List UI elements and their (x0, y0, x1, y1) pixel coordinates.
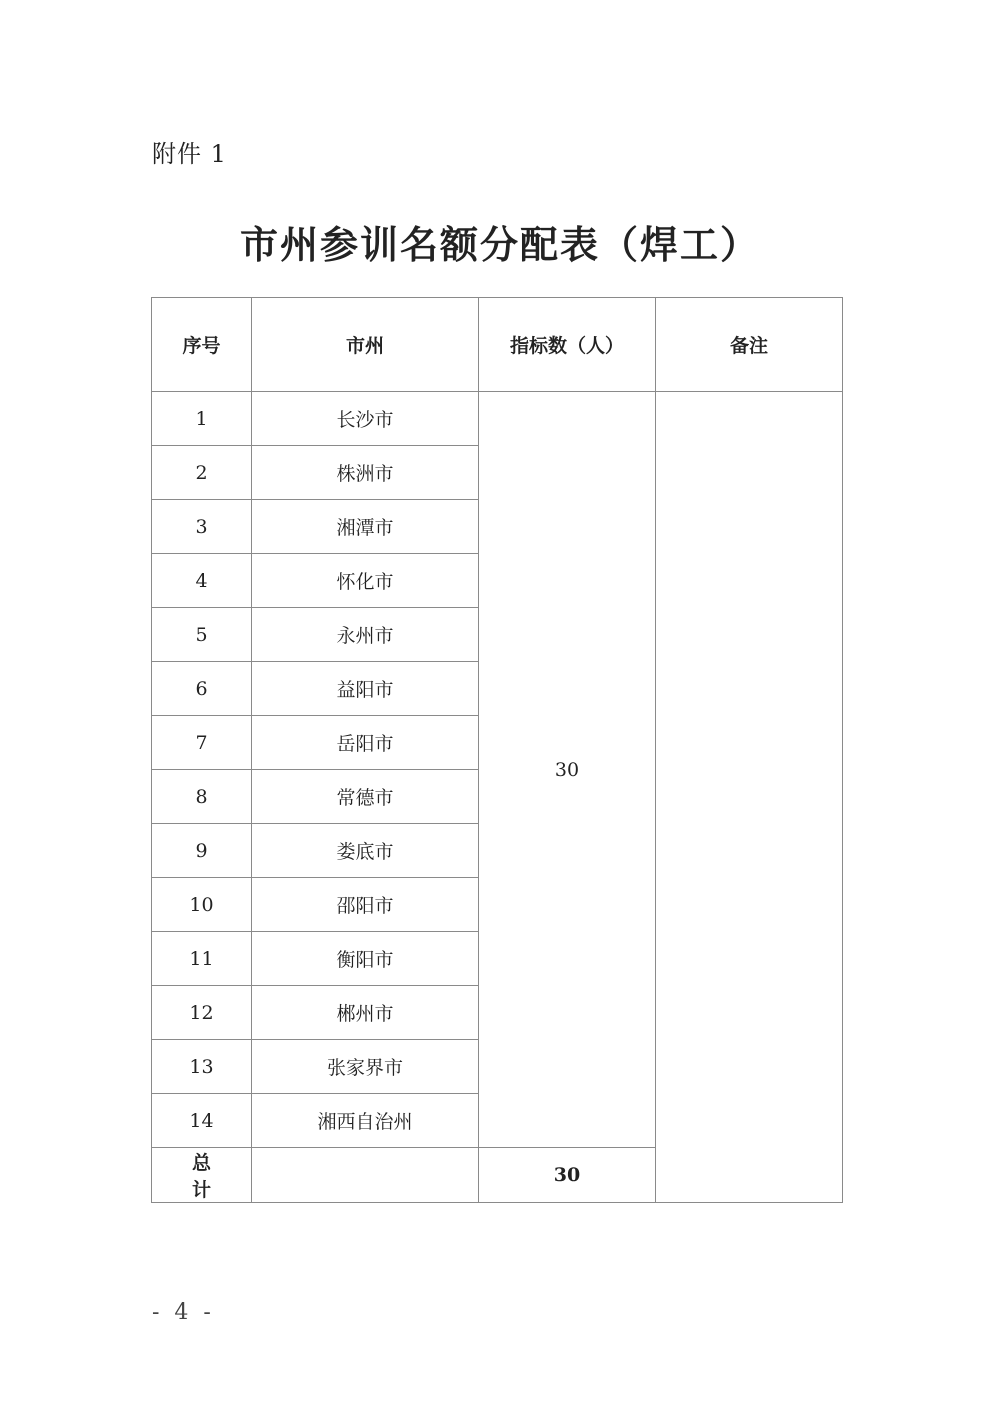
header-seq: 序号 (152, 298, 252, 392)
cell-seq: 2 (152, 446, 252, 500)
cell-seq: 3 (152, 500, 252, 554)
cell-city: 娄底市 (252, 824, 479, 878)
cell-seq: 6 (152, 662, 252, 716)
cell-seq: 13 (152, 1040, 252, 1094)
cell-city: 郴州市 (252, 986, 479, 1040)
cell-city: 衡阳市 (252, 932, 479, 986)
cell-seq: 14 (152, 1094, 252, 1148)
cell-city: 湘潭市 (252, 500, 479, 554)
cell-city: 益阳市 (252, 662, 479, 716)
document-title: 市州参训名额分配表（焊工） (239, 222, 760, 267)
header-quota: 指标数（人） (479, 298, 656, 392)
total-value: 30 (479, 1148, 656, 1203)
cell-city: 张家界市 (252, 1040, 479, 1094)
header-city: 市州 (252, 298, 479, 392)
cell-city: 岳阳市 (252, 716, 479, 770)
cell-seq: 11 (152, 932, 252, 986)
cell-shared-quota: 30 (479, 392, 656, 1148)
table-row (152, 392, 843, 446)
attachment-label: 附件 1 (152, 140, 227, 168)
cell-seq: 4 (152, 554, 252, 608)
cell-seq: 5 (152, 608, 252, 662)
cell-city: 湘西自治州 (252, 1094, 479, 1148)
cell-remark (656, 392, 843, 1203)
total-city-empty (252, 1148, 479, 1203)
header-remark: 备注 (656, 298, 843, 392)
page-number: - 4 - (152, 1300, 215, 1325)
cell-seq: 12 (152, 986, 252, 1040)
cell-seq: 8 (152, 770, 252, 824)
cell-city: 株洲市 (252, 446, 479, 500)
total-label: 总计 (152, 1148, 252, 1203)
cell-seq: 7 (152, 716, 252, 770)
cell-city: 长沙市 (252, 392, 479, 446)
table-header-row (152, 298, 843, 392)
cell-seq: 1 (152, 392, 252, 446)
cell-seq: 9 (152, 824, 252, 878)
cell-city: 永州市 (252, 608, 479, 662)
table-body (152, 392, 843, 1203)
cell-city: 邵阳市 (252, 878, 479, 932)
cell-city: 怀化市 (252, 554, 479, 608)
quota-table (151, 297, 843, 1203)
cell-city: 常德市 (252, 770, 479, 824)
cell-seq: 10 (152, 878, 252, 932)
